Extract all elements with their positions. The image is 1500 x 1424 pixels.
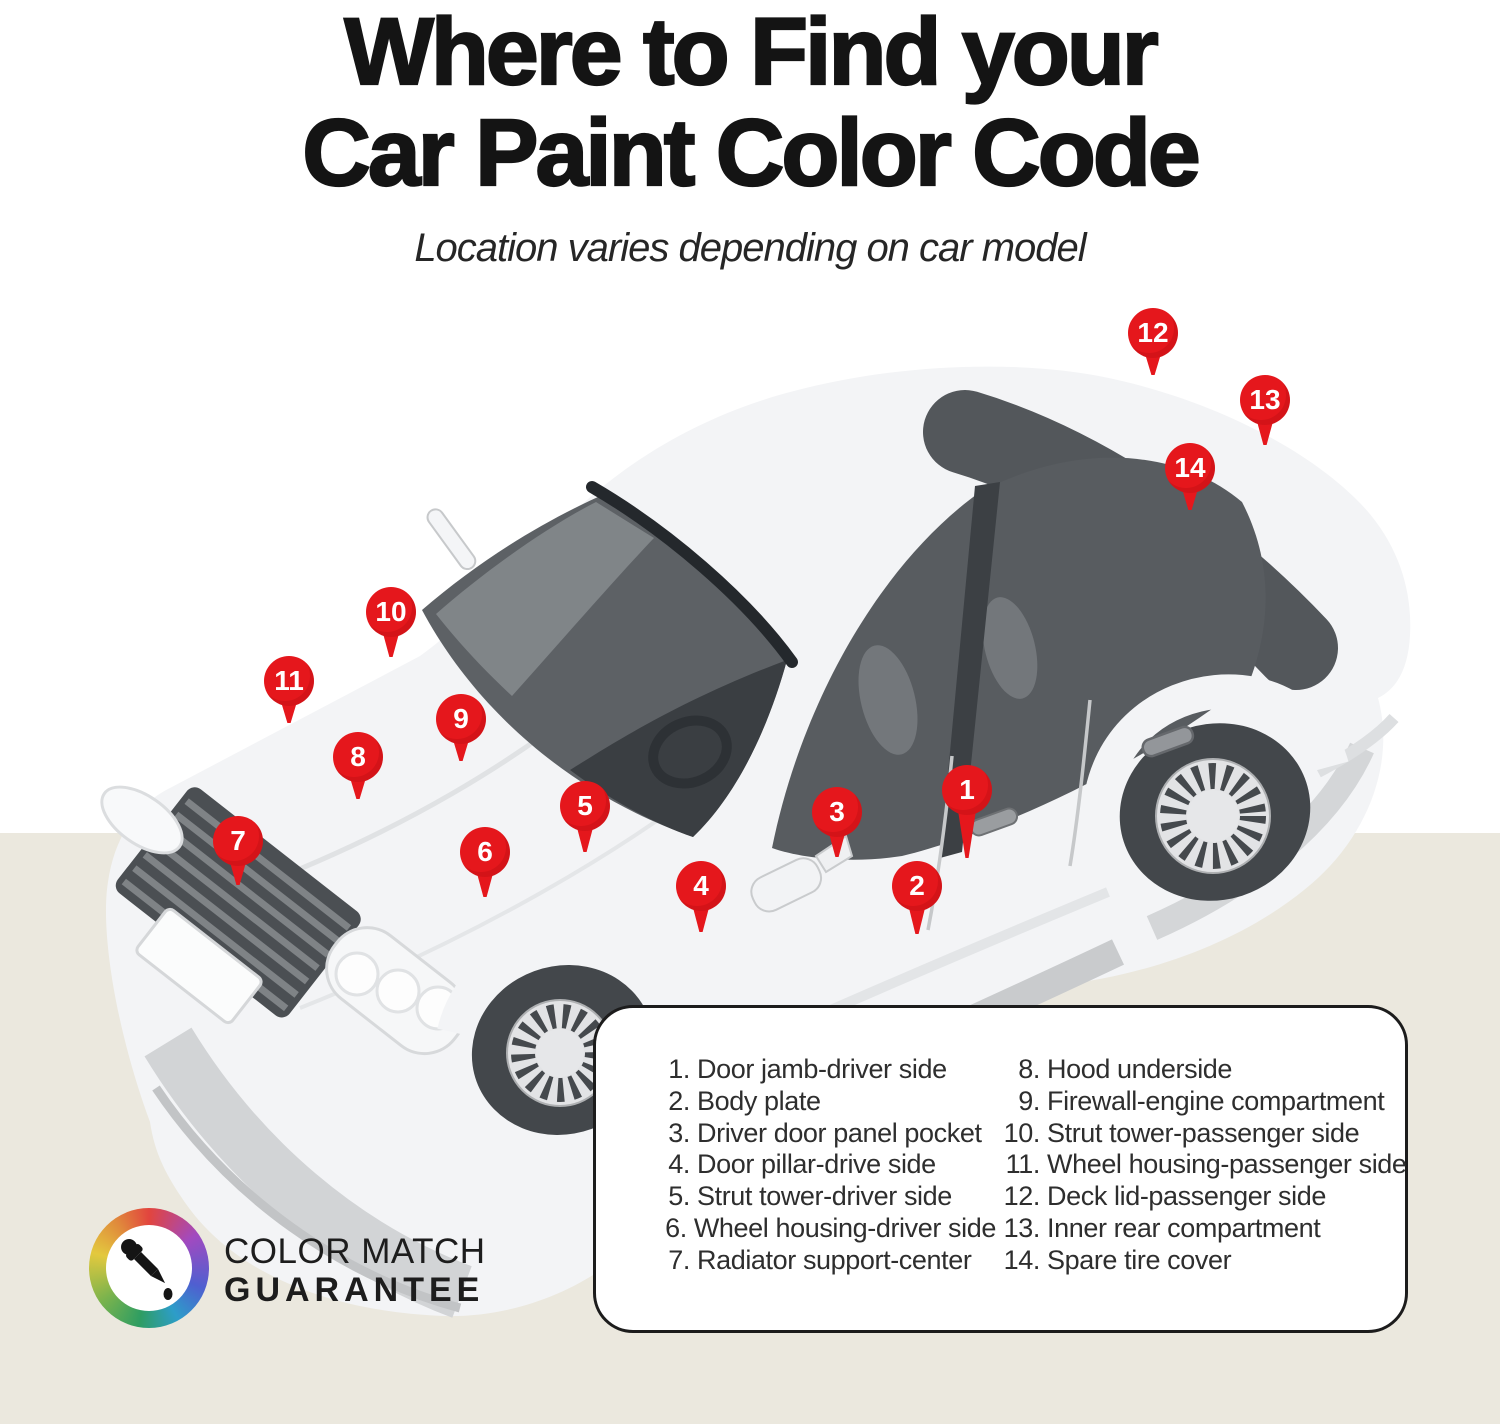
- pin-number: 9: [436, 694, 486, 744]
- pin-number: 6: [460, 827, 510, 877]
- legend-label: Strut tower-passenger side: [1047, 1117, 1360, 1148]
- legend-item: [996, 1245, 1407, 1277]
- badge-line-1: COLOR MATCH: [224, 1232, 486, 1271]
- legend-item: [660, 1213, 996, 1245]
- legend-item: [996, 1149, 1407, 1181]
- legend-label: Wheel housing-passenger side: [1047, 1149, 1407, 1180]
- legend-number: 8.: [1018, 1054, 1040, 1084]
- pin-number: 14: [1165, 443, 1215, 493]
- legend-label: Firewall-engine compartment: [1047, 1085, 1385, 1116]
- legend-column-2: [996, 1054, 1407, 1330]
- title-line-2: Car Paint Color Code: [302, 100, 1198, 206]
- legend-number: 7.: [668, 1244, 690, 1275]
- legend-number: 12.: [1003, 1181, 1040, 1212]
- eyedropper-icon: [89, 1208, 209, 1328]
- legend-number: 10.: [1003, 1117, 1040, 1148]
- legend-label: Inner rear compartment: [1047, 1212, 1321, 1243]
- badge-text: [224, 1232, 486, 1310]
- pin-number: 2: [892, 861, 942, 911]
- legend-label: Body plate: [697, 1085, 821, 1116]
- pin-number: 10: [366, 587, 416, 637]
- legend-item: [996, 1213, 1407, 1245]
- pin-number: 3: [812, 787, 862, 837]
- legend-label: Driver door panel pocket: [697, 1117, 982, 1148]
- legend-item: [660, 1086, 996, 1118]
- legend-box: [593, 1005, 1408, 1333]
- pin-number: 5: [560, 781, 610, 831]
- wiper-blade: [424, 506, 478, 572]
- pin-number: 13: [1240, 375, 1290, 425]
- legend-item: [660, 1118, 996, 1150]
- legend-label: Wheel housing-driver side: [693, 1212, 996, 1243]
- legend-item: [996, 1086, 1407, 1118]
- legend-item: [660, 1245, 996, 1277]
- pin-number: 12: [1128, 308, 1178, 358]
- page-title: [0, 2, 1500, 204]
- legend-number: 5.: [668, 1181, 690, 1212]
- legend-item: [996, 1181, 1407, 1213]
- pin-number: 1: [942, 765, 992, 815]
- legend-item: [660, 1181, 996, 1213]
- pin-number: 8: [333, 732, 383, 782]
- legend-number: 1.: [668, 1054, 690, 1084]
- legend-label: Hood underside: [1047, 1054, 1233, 1084]
- color-wheel-badge: [89, 1208, 209, 1328]
- legend-label: Radiator support-center: [697, 1244, 972, 1275]
- legend-label: Strut tower-driver side: [697, 1181, 952, 1212]
- legend-number: 9.: [1018, 1085, 1040, 1116]
- subtitle: Location varies depending on car model: [414, 226, 1086, 270]
- legend-column-1: [660, 1054, 996, 1330]
- legend-number: 3.: [668, 1117, 690, 1148]
- badge-line-2: GUARANTEE: [224, 1271, 485, 1309]
- title-line-1: Where to Find your: [344, 0, 1156, 105]
- legend-label: Door jamb-driver side: [697, 1054, 947, 1084]
- legend-item: [660, 1054, 996, 1086]
- legend-item: [660, 1149, 996, 1181]
- legend-number: 2.: [668, 1085, 690, 1116]
- pin-number: 4: [676, 861, 726, 911]
- legend-item: [996, 1054, 1407, 1086]
- legend-number: 14.: [1003, 1244, 1040, 1275]
- legend-label: Spare tire cover: [1047, 1244, 1232, 1275]
- pin-number: 11: [264, 656, 314, 706]
- legend-number: 13.: [1003, 1212, 1040, 1243]
- legend-label: Door pillar-drive side: [697, 1149, 936, 1180]
- legend-item: [996, 1118, 1407, 1150]
- legend-number: 4.: [668, 1149, 690, 1180]
- pin-number: 7: [213, 816, 263, 866]
- legend-label: Deck lid-passenger side: [1047, 1181, 1326, 1212]
- legend-number: 11.: [1005, 1149, 1040, 1180]
- legend-number: 6.: [665, 1212, 687, 1243]
